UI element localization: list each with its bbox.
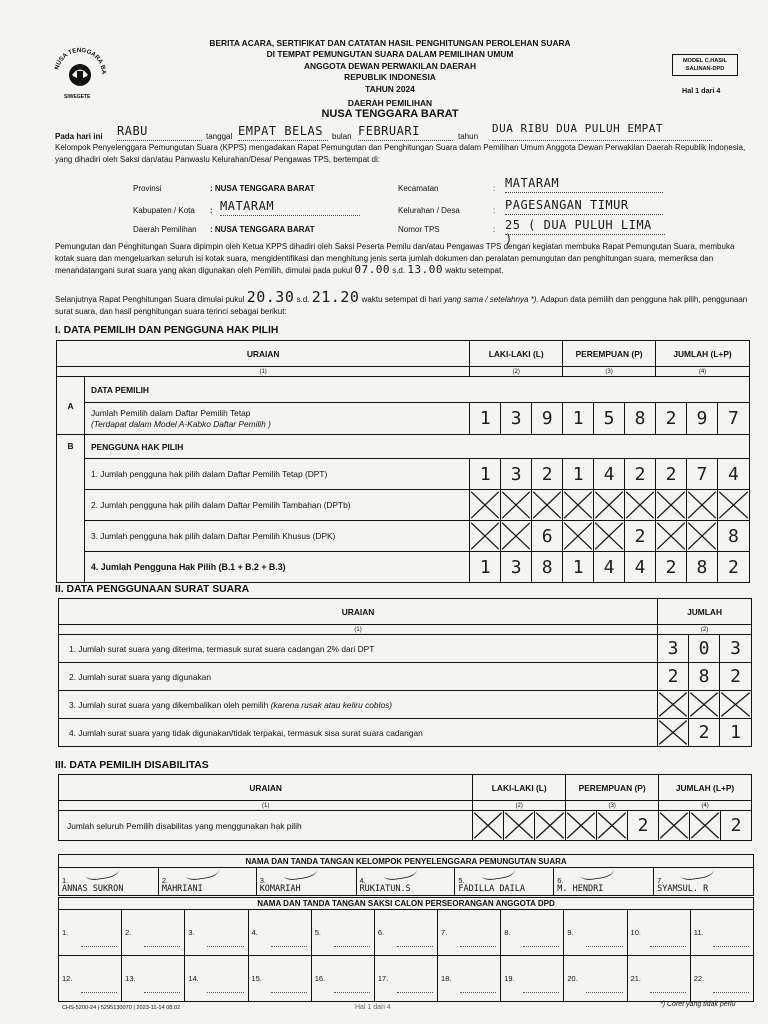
saksi-signature-cell	[501, 910, 564, 956]
kpps-signature-cell	[455, 868, 554, 896]
digit-cell: 4	[594, 459, 625, 490]
digit-cell: 7	[717, 403, 749, 435]
document-title	[140, 38, 640, 95]
kpps-number: 2.	[161, 876, 169, 885]
kpps-name: SYAMSUL. R	[657, 884, 709, 894]
s1-colnum-2: (2)	[470, 367, 563, 377]
s3-colnum-4: (4)	[659, 801, 752, 811]
cross-mark	[504, 811, 534, 840]
saksi-signature-cell	[501, 956, 564, 1002]
crossed-cell	[563, 521, 594, 552]
footer-note: *) Coret yang tidak perlu	[660, 1001, 736, 1008]
saksi-dotted-line	[271, 946, 307, 947]
digit-cell: 1	[470, 403, 501, 435]
s3-colnum-1: (1)	[59, 801, 473, 811]
saksi-title: NAMA DAN TANDA TANGAN SAKSI CALON PERSEORANGAN ANGGOTA DPD	[59, 898, 754, 910]
footer-page: Hal 1 dari 4	[355, 1004, 391, 1011]
row-b1-label: 1. Jumlah pengguna hak pilih dalam Daftar Pemilih Tetap (DPT)	[84, 459, 469, 490]
saksi-signature-cell	[248, 910, 311, 956]
s3-header-uraian: URAIAN	[59, 775, 473, 801]
cross-mark	[720, 691, 751, 718]
saksi-dotted-line	[144, 992, 180, 993]
provinsi-value: : NUSA TENGGARA BARAT	[210, 184, 315, 193]
s2-row-1	[59, 635, 752, 663]
kpps-name: KOMARIAH	[259, 884, 301, 894]
title-line-1: BERITA ACARA, SERTIFIKAT DAN CATATAN HASIL PENGHITUNGAN PEROLEHAN SUARA	[209, 38, 571, 48]
crossed-cell	[563, 490, 594, 521]
kpps-signature-table	[58, 854, 754, 896]
saksi-signature-cell	[59, 910, 122, 956]
digit-cell: 4	[594, 552, 625, 583]
digit-cell: 3	[720, 635, 752, 663]
kpps-name: FADILLA DAILA	[458, 884, 525, 894]
tps-colon: :	[493, 225, 496, 234]
saksi-number: 10.	[630, 928, 641, 937]
saksi-number: 16.	[314, 974, 326, 983]
saksi-signature-cell	[438, 910, 501, 956]
logo-text: NUSA TENGGARA BA	[53, 46, 108, 75]
digit-cell: 1	[563, 552, 594, 583]
row-b3-label: 3. Jumlah pengguna hak pilih dalam Daftar Pemilih Khusus (DPK)	[84, 521, 469, 552]
row-a-dpt	[57, 403, 750, 435]
saksi-dotted-line	[397, 992, 433, 993]
saksi-dotted-line	[650, 992, 686, 993]
crossed-cell	[687, 490, 718, 521]
cross-mark	[690, 811, 720, 840]
section-a-title: DATA PEMILIH	[84, 377, 749, 403]
cross-mark	[718, 490, 749, 520]
section-3-table	[58, 774, 752, 841]
tahun-value: DUA RIBU DUA PULUH EMPAT	[492, 122, 712, 141]
crossed-cell	[656, 490, 687, 521]
section-1-table	[56, 340, 750, 583]
row-b1	[57, 459, 750, 490]
cross-mark	[501, 490, 531, 520]
cross-mark	[470, 490, 500, 520]
cross-mark	[658, 719, 688, 746]
pada-hari-ini-label: Pada hari ini	[55, 132, 103, 141]
kpps-name: RUKIATUN.S	[359, 884, 411, 894]
kpu-logo	[50, 42, 110, 102]
crossed-cell	[470, 521, 501, 552]
digit-cell: 2	[628, 811, 659, 841]
digit-cell: 7	[687, 459, 718, 490]
saksi-number: 1.	[62, 928, 69, 937]
crossed-cell	[473, 811, 504, 841]
crossed-cell	[597, 811, 628, 841]
section-a-letter: A	[57, 377, 85, 435]
kpps-number: 3.	[259, 876, 266, 885]
s2-colnum-1: (1)	[59, 625, 658, 635]
digit-cell: 2	[625, 521, 656, 552]
saksi-signature-cell	[185, 956, 248, 1002]
cross-mark	[687, 490, 717, 520]
cross-mark	[597, 811, 627, 840]
cross-mark	[501, 521, 531, 551]
saksi-dotted-line	[81, 992, 117, 993]
s1-colnum-1: (1)	[57, 367, 470, 377]
saksi-signature-cell	[311, 910, 374, 956]
digit-cell: 2	[689, 719, 720, 747]
bulan-label: bulan	[332, 132, 352, 141]
saksi-dotted-line	[271, 992, 307, 993]
saksi-signature-cell	[438, 956, 501, 1002]
section-3-title: III. DATA PEMILIH DISABILITAS	[55, 760, 209, 771]
title-line-5: TAHUN 2024	[365, 83, 415, 94]
saksi-signature-cell	[690, 910, 753, 956]
cross-mark	[566, 811, 596, 840]
saksi-number: 8.	[504, 928, 511, 937]
saksi-number: 13.	[125, 974, 136, 983]
saksi-dotted-line	[586, 992, 622, 993]
kpps-number: 4.	[359, 876, 366, 885]
crossed-cell	[689, 691, 720, 719]
saksi-signature-cell	[627, 956, 690, 1002]
saksi-dotted-line	[334, 946, 370, 947]
kpps-signature-cell	[158, 868, 256, 896]
digit-cell: 8	[625, 403, 656, 435]
digit-cell: 3	[658, 635, 689, 663]
kabupaten-colon: :	[210, 206, 213, 215]
cross-mark	[563, 521, 593, 551]
row-a-label: Jumlah Pemilih dalam Daftar Pemilih Tetap (Terdapat dalam Model A-Kabko Daftar Pemilih )	[84, 403, 469, 435]
saksi-number: 18.	[441, 974, 452, 983]
saksi-signature-table	[58, 897, 754, 1002]
tps-value: 25 ( DUA PULUH LIMA )	[505, 218, 665, 235]
s1-colnum-4: (4)	[656, 367, 750, 377]
tahun-label: tahun	[458, 132, 479, 141]
digit-cell: 2	[656, 552, 687, 583]
model-box: MODEL C.HASIL SALINAN-DPD	[672, 54, 738, 76]
saksi-dotted-line	[334, 992, 370, 993]
crossed-cell	[658, 719, 689, 747]
digit-cell: 2	[658, 663, 689, 691]
daerah-label: DAERAH PEMILIHAN	[347, 98, 433, 108]
section-2-title: II. DATA PENGGUNAAN SURAT SUARA	[55, 584, 250, 595]
kpps-title: NAMA DAN TANDA TANGAN KELOMPOK PENYELENGGARA PEMUNGUTAN SUARA	[59, 855, 754, 868]
s3-header-jumlah: JUMLAH (L+P)	[659, 775, 752, 801]
intro-paragraph: Kelompok Penyelenggara Pemungutan Suara (KPPS) mengadakan Rapat Pemungutan dan Penghitungan Suara dalam Pemilihan Umum Anggota Dewan Perwakilan Daerah Republik Indonesia, yang dihadiri oleh Saksi dan/atau Panwaslu Kelurahan/Desa/ Pengawas TPS, bertempat di:	[55, 143, 746, 164]
s2-header-uraian: URAIAN	[59, 599, 658, 625]
saksi-number: 11.	[693, 928, 704, 937]
title-line-4: REPUBLIK INDONESIA	[344, 72, 436, 83]
saksi-number: 12.	[62, 974, 73, 983]
saksi-signature-cell	[690, 956, 753, 1002]
cross-mark	[470, 521, 500, 551]
s2-row-4	[59, 719, 752, 747]
digit-cell: 4	[717, 459, 749, 490]
digit-cell: 3	[501, 459, 532, 490]
saksi-dotted-line	[397, 946, 433, 947]
saksi-dotted-line	[144, 946, 180, 947]
kpps-number: 7.	[657, 876, 664, 885]
section-b-title: PENGGUNA HAK PILIH	[84, 435, 749, 459]
saksi-number: 4.	[251, 928, 258, 937]
provinsi-label: Provinsi	[133, 184, 162, 193]
s2-colnum-2: (2)	[658, 625, 752, 635]
digit-cell: 2	[720, 811, 751, 841]
digit-cell: 9	[532, 403, 563, 435]
kpps-names-row	[59, 868, 754, 896]
kelurahan-colon: :	[493, 206, 496, 215]
saksi-dotted-line	[523, 946, 559, 947]
saksi-number: 21.	[630, 974, 641, 983]
crossed-cell	[501, 490, 532, 521]
saksi-number: 22.	[693, 974, 705, 983]
kelurahan-label: Kelurahan / Desa	[398, 206, 460, 215]
crossed-cell	[658, 691, 689, 719]
s1-header-perempuan: PEREMPUAN (P)	[563, 341, 656, 367]
kpps-signature-cell	[554, 868, 654, 896]
s2-row-3-label: 3. Jumlah surat suara yang dikembalikan oleh pemilih (karena rusak atau keliru coblos)	[59, 691, 658, 719]
cross-mark	[656, 490, 686, 520]
kpps-signature-cell	[59, 868, 159, 896]
row-b2	[57, 490, 750, 521]
s1-colnum-3: (3)	[563, 367, 656, 377]
crossed-cell	[717, 490, 749, 521]
saksi-signature-cell	[248, 956, 311, 1002]
saksi-number: 14.	[188, 974, 199, 983]
digit-cell: 1	[563, 459, 594, 490]
crossed-cell	[532, 490, 563, 521]
saksi-signature-cell	[374, 956, 437, 1002]
crossed-cell	[594, 490, 625, 521]
body-paragraph-2: Selanjutnya Rapat Penghitungan Suara dimulai pukul 20.30 s.d. 21.20 waktu setempat di hari yang sama / setelahnya *). Adapun data pemilih dan pengguna hak pilih, penggunaan surat suara, dan hasil penghitungan suara terinci sebagai berikut:	[55, 288, 748, 316]
dapil-value: : NUSA TENGGARA BARAT	[210, 225, 315, 234]
digit-cell: 2	[720, 663, 752, 691]
saksi-number: 17.	[377, 974, 389, 983]
row-b3	[57, 521, 750, 552]
end-time-1: 13.00	[407, 263, 443, 276]
s3-row-label: Jumlah seluruh Pemilih disabilitas yang menggunakan hak pilih	[59, 811, 473, 841]
kecamatan-value: MATARAM	[505, 176, 663, 193]
kpps-signature-cell	[256, 868, 356, 896]
tanggal-value: EMPAT BELAS	[238, 124, 328, 141]
digit-cell: 6	[532, 521, 563, 552]
digit-cell: 3	[501, 403, 532, 435]
crossed-cell	[535, 811, 566, 841]
saksi-number: 7.	[441, 928, 448, 937]
s2-row-1-label: 1. Jumlah surat suara yang diterima, termasuk surat suara cadangan 2% dari DPT	[59, 635, 658, 663]
section-b-letter: B	[57, 435, 85, 583]
cross-mark	[658, 691, 688, 718]
body-paragraph-1: Pemungutan dan Penghitungan Suara dipimpin oleh Ketua KPPS dihadiri oleh Saksi Peserta Pemilu dan/atau Pengawas TPS dengan kegiatan membuka Rapat Pemungutan Suara, membuka kotak suara dan mengeluarkan seluruh isi kotak suara, mengidentifikasi dan menghitung jenis serta jumlah dokumen dan peralatan pemungutan dan penghitungan suara, memeriksa dan menandatangani surat suara yang akan digunakan oleh Pemilih, dimulai pada pukul 07.00 s.d. 13.00 waktu setempat.	[55, 242, 735, 276]
title-line-3: ANGGOTA DEWAN PERWAKILAN DAERAH	[304, 60, 476, 71]
cross-mark	[473, 811, 503, 840]
s3-header-laki: LAKI-LAKI (L)	[473, 775, 566, 801]
kpps-number: 5.	[458, 876, 465, 885]
section-2-table	[58, 598, 752, 747]
digit-cell: 1	[470, 459, 501, 490]
s3-colnum-2: (2)	[473, 801, 566, 811]
digit-cell: 4	[625, 552, 656, 583]
digit-cell: 1	[470, 552, 501, 583]
digit-cell: 8	[689, 663, 720, 691]
saksi-number: 20.	[567, 974, 578, 983]
row-b4-label: 4. Jumlah Pengguna Hak Pilih (B.1 + B.2 + B.3)	[84, 552, 469, 583]
hari-value: RABU	[117, 124, 202, 141]
tps-label: Nomor TPS	[398, 225, 440, 234]
digit-cell: 8	[532, 552, 563, 583]
kelurahan-value: PAGESANGAN TIMUR	[505, 198, 663, 215]
saksi-row-2	[59, 956, 754, 1002]
digit-cell: 2	[532, 459, 563, 490]
saksi-number: 2.	[125, 928, 132, 937]
cross-mark	[659, 811, 689, 840]
crossed-cell	[625, 490, 656, 521]
crossed-cell	[687, 521, 718, 552]
saksi-number: 5.	[314, 928, 321, 937]
s3-header-perempuan: PEREMPUAN (P)	[566, 775, 659, 801]
crossed-cell	[690, 811, 721, 841]
saksi-dotted-line	[713, 992, 749, 993]
saksi-number: 9.	[567, 928, 574, 937]
cross-mark	[535, 811, 565, 840]
kpps-number: 6.	[557, 876, 564, 885]
cross-mark	[689, 691, 719, 718]
saksi-number: 3.	[188, 928, 195, 937]
saksi-number: 19.	[504, 974, 515, 983]
digit-cell: 2	[656, 459, 687, 490]
saksi-dotted-line	[713, 946, 749, 947]
s1-header-jumlah: JUMLAH (L+P)	[656, 341, 750, 367]
saksi-signature-cell	[564, 956, 627, 1002]
saksi-signature-cell	[59, 956, 122, 1002]
cross-mark	[563, 490, 593, 520]
crossed-cell	[656, 521, 687, 552]
saksi-signature-cell	[311, 956, 374, 1002]
start-time-2: 20.30	[246, 288, 295, 306]
saksi-signature-cell	[564, 910, 627, 956]
cross-mark	[532, 490, 562, 520]
s3-row	[59, 811, 752, 841]
s2-header-jumlah: JUMLAH	[658, 599, 752, 625]
crossed-cell	[659, 811, 690, 841]
tanggal-label: tanggal	[206, 132, 233, 141]
cross-mark	[594, 490, 624, 520]
digit-cell: 9	[687, 403, 718, 435]
saksi-signature-cell	[627, 910, 690, 956]
digit-cell: 2	[717, 552, 749, 583]
end-time-2: 21.20	[311, 288, 360, 306]
s1-header-uraian: URAIAN	[57, 341, 470, 367]
section-1-title: I. DATA PEMILIH DAN PENGGUNA HAK PILIH	[55, 325, 279, 336]
footer-code: CHS-5200-24 | 5295130070 | 2023-11-14 08:02	[62, 1005, 181, 1011]
kecamatan-label: Kecamatan	[398, 184, 439, 193]
crossed-cell	[501, 521, 532, 552]
saksi-dotted-line	[207, 946, 243, 947]
digit-cell: 2	[656, 403, 687, 435]
row-b2-label: 2. Jumlah pengguna hak pilih dalam Daftar Pemilih Tambahan (DPTb)	[84, 490, 469, 521]
saksi-dotted-line	[460, 946, 496, 947]
s2-row-4-label: 4. Jumlah surat suara yang tidak digunakan/tidak terpakai, termasuk sisa surat suara cadangan	[59, 719, 658, 747]
s2-row-2	[59, 663, 752, 691]
crossed-cell	[470, 490, 501, 521]
kpps-signature-cell	[654, 868, 754, 896]
kpps-name: M. HENDRI	[557, 884, 604, 894]
page-number-top: Hal 1 dari 4	[682, 86, 721, 95]
kabupaten-value: MATARAM	[220, 199, 360, 216]
s1-header-laki: LAKI-LAKI (L)	[470, 341, 563, 367]
row-b4	[57, 552, 750, 583]
kpps-number: 1.	[62, 876, 69, 885]
crossed-cell	[566, 811, 597, 841]
s3-colnum-3: (3)	[566, 801, 659, 811]
dapil-label: Daerah Pemilihan	[133, 225, 197, 234]
saksi-dotted-line	[460, 992, 496, 993]
kpps-signature-cell	[356, 868, 455, 896]
cross-mark	[594, 521, 624, 551]
s2-row-3	[59, 691, 752, 719]
kabupaten-label: Kabupaten / Kota	[133, 206, 195, 215]
cross-mark	[687, 521, 717, 551]
cross-mark	[625, 490, 655, 520]
digit-cell: 3	[501, 552, 532, 583]
crossed-cell	[594, 521, 625, 552]
saksi-row-1	[59, 910, 754, 956]
digit-cell: 5	[594, 403, 625, 435]
saksi-dotted-line	[523, 992, 559, 993]
bulan-value: FEBRUARI	[358, 124, 453, 141]
daerah-value: NUSA TENGGARA BARAT	[321, 108, 459, 120]
crossed-cell	[504, 811, 535, 841]
saksi-signature-cell	[122, 910, 185, 956]
digit-cell: 0	[689, 635, 720, 663]
saksi-number: 15.	[251, 974, 262, 983]
digit-cell: 1	[720, 719, 752, 747]
digit-cell: 8	[717, 521, 749, 552]
saksi-dotted-line	[586, 946, 622, 947]
logo-subtext: SIWEGETE	[64, 94, 91, 100]
saksi-signature-cell	[374, 910, 437, 956]
saksi-signature-cell	[122, 956, 185, 1002]
s2-row-2-label: 2. Jumlah surat suara yang digunakan	[59, 663, 658, 691]
saksi-dotted-line	[650, 946, 686, 947]
digit-cell: 2	[625, 459, 656, 490]
saksi-dotted-line	[81, 946, 117, 947]
start-time-1: 07.00	[354, 263, 390, 276]
crossed-cell	[720, 691, 752, 719]
kpps-name: MAHRIANI	[161, 884, 203, 894]
saksi-number: 6.	[377, 928, 385, 937]
kpps-name: ANNAS SUKRON	[62, 884, 124, 894]
digit-cell: 8	[687, 552, 718, 583]
kecamatan-colon: :	[493, 184, 496, 193]
saksi-dotted-line	[207, 992, 243, 993]
title-line-2: DI TEMPAT PEMUNGUTAN SUARA DALAM PEMILIHAN UMUM	[266, 49, 514, 60]
cross-mark	[656, 521, 686, 551]
digit-cell: 1	[563, 403, 594, 435]
saksi-signature-cell	[185, 910, 248, 956]
